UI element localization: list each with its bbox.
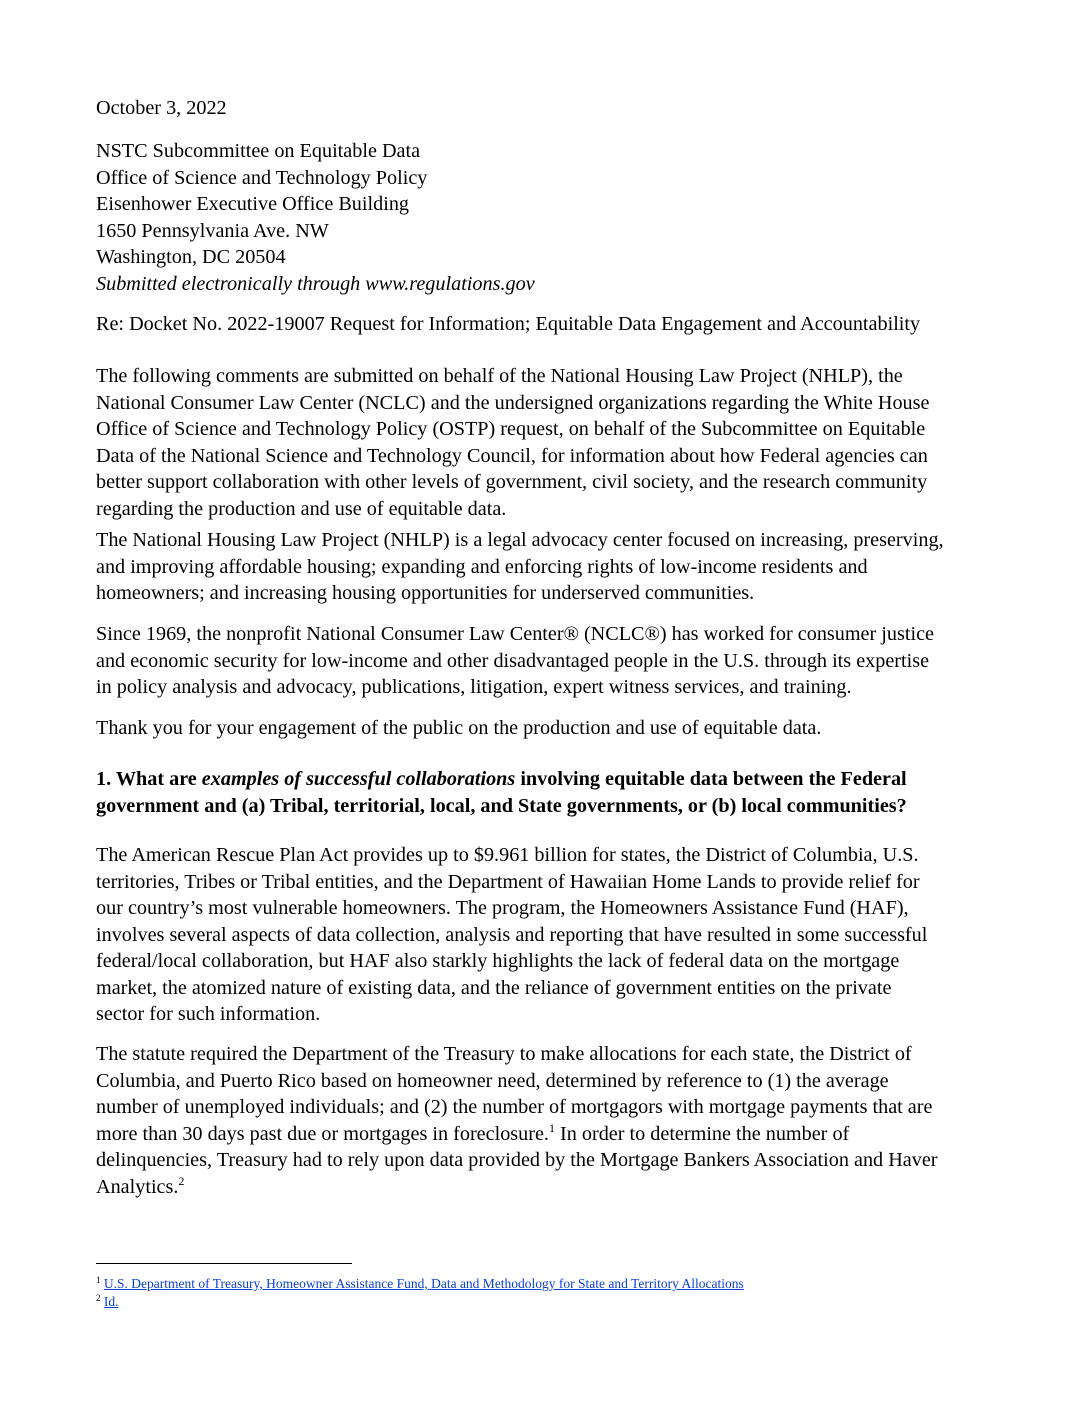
paragraph-line: territories, Tribes or Tribal entities, and the Department of Hawaiian Home Lands to provide relief for — [96, 870, 920, 893]
date-text: October 3, 2022 — [96, 97, 227, 119]
paragraph-line: The following comments are submitted on behalf of the National Housing Law Project (NHLP), the — [96, 365, 903, 387]
paragraph-line: and improving affordable housing; expanding and enforcing rights of low-income residents and — [96, 555, 868, 578]
paragraph-line — [96, 1174, 996, 1201]
paragraph-line — [96, 1121, 996, 1148]
paragraph-line: Columbia, and Puerto Rico based on homeowner need, determined by reference to (1) the average — [96, 1069, 889, 1092]
paragraph-line: market, the atomized nature of existing data, and the reliance of government entities on the private — [96, 976, 892, 999]
paragraph-line: sector for such information. — [96, 1003, 321, 1025]
footnote-ref[interactable]: 2 — [178, 1173, 185, 1188]
paragraph-line: regarding the production and use of equitable data. — [96, 497, 507, 520]
footnote — [96, 1275, 744, 1292]
question-prefix: 1. What are — [96, 768, 202, 790]
question-suffix: involving equitable data between the Federal — [515, 768, 907, 790]
recipient-address — [96, 138, 996, 297]
footnote-link[interactable]: Id. — [103, 1294, 119, 1309]
letter-date — [96, 95, 996, 122]
paragraph-line: The National Housing Law Project (NHLP) is a legal advocacy center focused on increasing, preserving, — [96, 529, 944, 551]
paragraph-line: number of unemployed individuals; and (2) the number of mortgagors with mortgage payments that are — [96, 1096, 933, 1118]
paragraph-line: federal/local collaboration, but HAF also starkly highlights the lack of federal data on the mortgage — [96, 950, 900, 972]
footnote-marker: 2 — [96, 1293, 101, 1303]
paragraph-line: in policy analysis and advocacy, publications, litigation, expert witness services, and training. — [96, 676, 852, 698]
footnote-link[interactable]: U.S. Department of Treasury, Homeowner Assistance Fund, Data and Methodology for State and Territory Allocations — [103, 1276, 744, 1291]
address-line: 1650 Pennsylvania Ave. NW — [96, 219, 329, 242]
line-text: Analytics. — [96, 1175, 179, 1198]
address-line: Washington, DC 20504 — [96, 246, 286, 268]
paragraph-line: The statute required the Department of the Treasury to make allocations for each state, the District of — [96, 1043, 912, 1065]
footnote-marker: 1 — [96, 1275, 101, 1285]
paragraph-line: Office of Science and Technology Policy (OSTP) request, on behalf of the Subcommittee on Equitable — [96, 418, 926, 440]
paragraph-statute — [96, 1041, 996, 1200]
paragraph-line: delinquencies, Treasury had to rely upon data provided by the Mortgage Bankers Association and Haver — [96, 1149, 938, 1171]
paragraph-arpa — [96, 842, 996, 1028]
paragraph-line: better support collaboration with other levels of government, civil society, and the research community — [96, 471, 928, 493]
address-line: NSTC Subcommittee on Equitable Data — [96, 140, 421, 162]
paragraph-line: Data of the National Science and Technology Council, for information about how Federal agencies can — [96, 444, 928, 467]
paragraph-line: our country’s most vulnerable homeowners. The program, the Homeowners Assistance Fund (HAF), — [96, 897, 909, 919]
paragraph-line: Thank you for your engagement of the public on the production and use of equitable data. — [96, 717, 822, 739]
address-line: Eisenhower Executive Office Building — [96, 193, 410, 215]
question-heading — [96, 766, 996, 819]
paragraph-nhlp — [96, 527, 996, 607]
re-text: Re: Docket No. 2022-19007 Request for Information; Equitable Data Engagement and Accountability — [96, 313, 921, 335]
question-emphasis: examples of successful collaborations — [201, 768, 516, 790]
paragraph-nclc — [96, 621, 996, 701]
footnote-ref[interactable]: 1 — [548, 1120, 555, 1135]
question-line — [96, 766, 996, 793]
address-line: Office of Science and Technology Policy — [96, 166, 428, 189]
re-line — [96, 311, 996, 338]
question-line: government and (a) Tribal, territorial, local, and State governments, or (b) local communities? — [96, 794, 907, 817]
paragraph-line: National Consumer Law Center (NCLC) and the undersigned organizations regarding the White House — [96, 391, 930, 414]
submitted-note: Submitted electronically through www.regulations.gov — [96, 272, 535, 295]
paragraph-line: Since 1969, the nonprofit National Consumer Law Center® (NCLC®) has worked for consumer justice — [96, 623, 934, 645]
paragraph-line: and economic security for low-income and other disadvantaged people in the U.S. through its expertise — [96, 649, 930, 672]
footnote-divider — [96, 1263, 352, 1264]
line-text: In order to determine the number of — [554, 1122, 850, 1145]
footnote — [96, 1293, 119, 1310]
paragraph-line: The American Rescue Plan Act provides up to $9.961 billion for states, the District of Columbia, U.S. — [96, 844, 919, 866]
paragraph-line: homeowners; and increasing housing opportunities for underserved communities. — [96, 582, 755, 604]
paragraph-line: involves several aspects of data collection, analysis and reporting that have resulted in some successful — [96, 923, 928, 946]
paragraph-intro — [96, 363, 996, 522]
line-text: more than 30 days past due or mortgages in foreclosure. — [96, 1122, 549, 1145]
paragraph-thanks — [96, 715, 996, 742]
